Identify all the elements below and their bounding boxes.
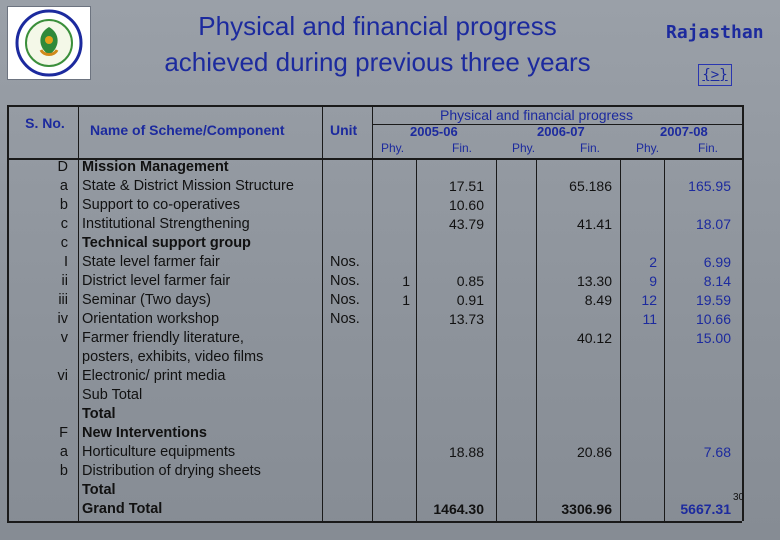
cell-p3: 9	[649, 273, 657, 289]
row-name: Orientation workshop	[82, 311, 220, 327]
cell-f1: 10.60	[448, 197, 484, 213]
row-sno: ii	[61, 273, 68, 289]
title-line-1: Physical and financial progress	[198, 11, 557, 41]
table-grid-line	[742, 105, 744, 521]
row-sno: D	[57, 159, 68, 175]
cell-p3: 12	[641, 292, 657, 308]
cell-f2: 40.12	[576, 330, 612, 346]
row-name: Distribution of drying sheets	[82, 463, 261, 479]
table-grid-line	[536, 158, 537, 521]
row-name: Technical support group	[82, 235, 251, 251]
header-fin: Fin.	[580, 141, 601, 155]
row-sno: iv	[57, 311, 68, 327]
table-grid-line	[322, 105, 323, 521]
cell-f3: 15.00	[695, 330, 731, 346]
state-label: Rajasthan	[666, 22, 764, 43]
table-grid-line	[7, 521, 742, 523]
cell-f2: 3306.96	[561, 501, 612, 517]
cell-f3: 8.14	[703, 273, 731, 289]
cell-f2: 8.49	[584, 292, 612, 308]
header-year: 2006-07	[537, 124, 585, 139]
row-sno: c	[60, 216, 68, 232]
header-fin: Fin.	[698, 141, 719, 155]
row-name: Electronic/ print media	[82, 368, 226, 384]
header-phy: Phy.	[512, 141, 536, 155]
cell-f2: 65.186	[569, 178, 612, 194]
header-phy: Phy.	[636, 141, 660, 155]
table-grid-line	[416, 158, 417, 521]
row-name: New Interventions	[82, 425, 207, 441]
table-grid-line	[372, 105, 373, 521]
row-name: Horticulture equipments	[82, 444, 236, 460]
row-name: State & District Mission Structure	[82, 178, 294, 194]
row-unit: Nos.	[330, 292, 360, 308]
row-sno: c	[60, 235, 68, 251]
title-line-2: achieved during previous three years	[164, 47, 591, 77]
header-group: Physical and financial progress	[440, 107, 633, 123]
row-sno: F	[59, 425, 68, 441]
row-name: Total	[82, 406, 116, 422]
row-sno: b	[59, 197, 68, 213]
cell-f3: 7.68	[703, 444, 731, 460]
row-sno: a	[59, 178, 68, 194]
cell-f1: 43.79	[448, 216, 484, 232]
row-name: Farmer friendly literature,	[82, 330, 244, 346]
header-fin: Fin.	[452, 141, 473, 155]
table-grid-line	[620, 158, 621, 521]
cell-p3: 11	[642, 311, 657, 327]
row-name: Total	[82, 482, 116, 498]
page-number: 30	[733, 492, 745, 503]
row-unit: Nos.	[330, 311, 360, 327]
row-sno: b	[59, 463, 68, 479]
row-name: Grand Total	[82, 501, 163, 517]
row-name: Sub Total	[82, 387, 143, 403]
page-title	[115, 8, 640, 80]
cell-f3: 165.95	[688, 178, 731, 194]
logo	[7, 6, 91, 80]
row-sno: v	[60, 330, 68, 346]
header-name: Name of Scheme/Component	[90, 122, 285, 138]
header-year: 2007-08	[660, 124, 708, 139]
cell-f2: 20.86	[576, 444, 612, 460]
row-name: District level farmer fair	[82, 273, 231, 289]
row-name: Mission Management	[82, 159, 229, 175]
row-sno: I	[63, 254, 68, 270]
cell-f1: 18.88	[448, 444, 484, 460]
row-name: Seminar (Two days)	[82, 292, 211, 308]
row-unit: Nos.	[330, 254, 360, 270]
row-sno: vi	[57, 368, 68, 384]
row-name: Institutional Strengthening	[82, 216, 250, 232]
table-grid-line	[664, 158, 665, 521]
next-slide-button[interactable]: {>}	[698, 64, 732, 86]
header-year: 2005-06	[410, 124, 458, 139]
row-sno: iii	[58, 292, 68, 308]
cell-f3: 19.59	[695, 292, 731, 308]
cell-f1: 1464.30	[433, 501, 484, 517]
table-grid-line	[78, 105, 79, 521]
cell-f3: 5667.31	[680, 501, 731, 517]
cell-f2: 41.41	[576, 216, 612, 232]
row-sno: a	[59, 444, 68, 460]
row-name: State level farmer fair	[82, 254, 220, 270]
header-phy: Phy.	[381, 141, 405, 155]
row-name: posters, exhibits, video films	[82, 349, 264, 365]
cell-f1: 17.51	[448, 178, 484, 194]
cell-p1: 1	[402, 273, 410, 289]
cell-f1: 0.91	[456, 292, 484, 308]
row-name: Support to co-operatives	[82, 197, 240, 213]
row-unit: Nos.	[330, 273, 360, 289]
cell-f1: 13.73	[448, 311, 484, 327]
header-unit: Unit	[330, 122, 358, 138]
table-grid-line	[496, 158, 497, 521]
cell-p3: 2	[649, 254, 657, 270]
cell-f1: 0.85	[456, 273, 484, 289]
cell-f3: 6.99	[703, 254, 731, 270]
cell-f3: 18.07	[695, 216, 731, 232]
cell-p1: 1	[402, 292, 410, 308]
cell-f3: 10.66	[695, 311, 731, 327]
header-sno: S. No.	[25, 115, 65, 131]
cell-f2: 13.30	[576, 273, 612, 289]
